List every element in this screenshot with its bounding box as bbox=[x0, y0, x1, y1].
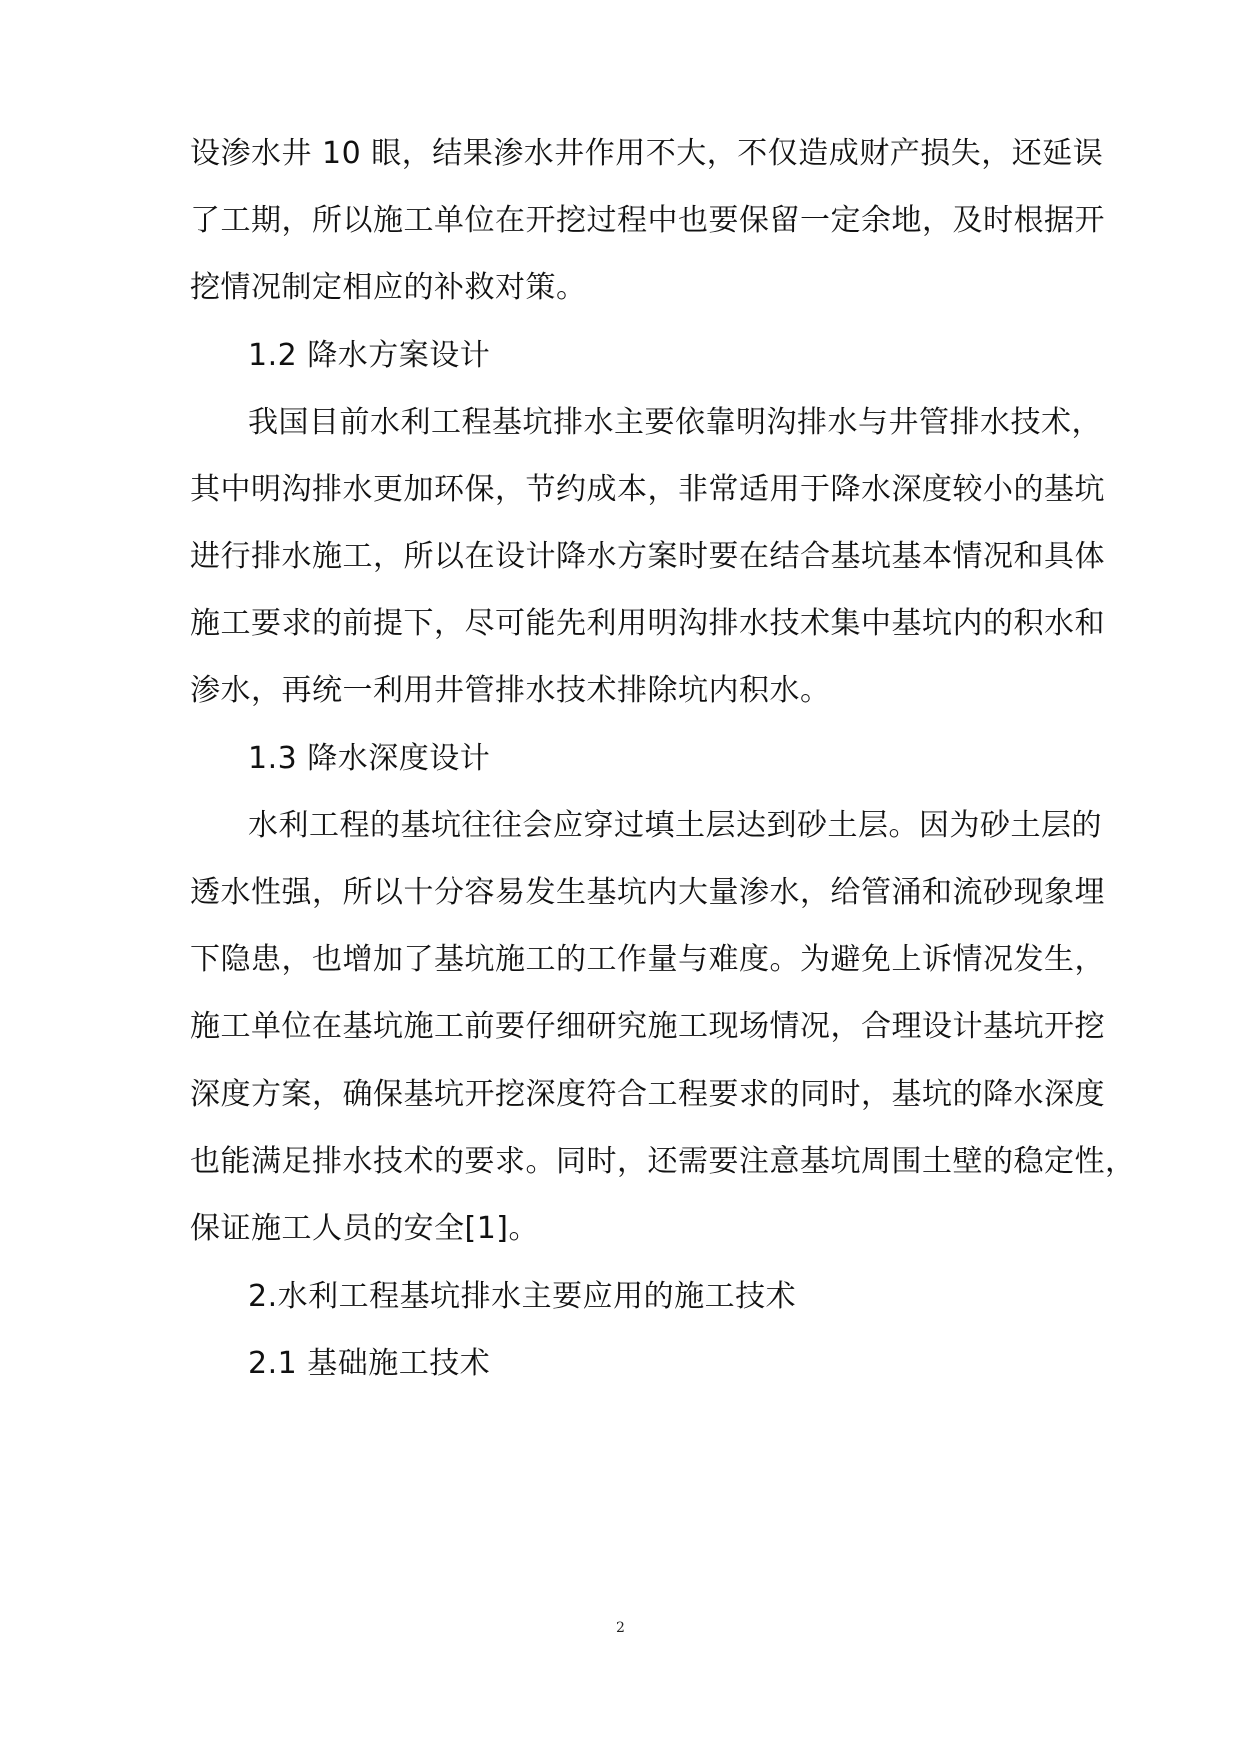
paragraph-line: 挖情况制定相应的补救对策。 bbox=[190, 270, 587, 305]
section-heading: 1.2 降水方案设计 bbox=[248, 338, 491, 373]
paragraph-line: 其中明沟排水更加环保，节约成本，非常适用于降水深度较小的基坑 bbox=[190, 472, 1105, 507]
section-heading: 2.水利工程基坑排水主要应用的施工技术 bbox=[248, 1279, 797, 1314]
paragraph-line: 也能满足排水技术的要求。同时，还需要注意基坑周围土壁的稳定性， bbox=[190, 1144, 1136, 1179]
paragraph-line: 设渗水井 10 眼，结果渗水井作用不大，不仅造成财产损失，还延误 bbox=[190, 136, 1104, 171]
section-heading: 2.1 基础施工技术 bbox=[248, 1346, 491, 1381]
section-heading: 1.3 降水深度设计 bbox=[248, 741, 491, 776]
paragraph-line: 渗水，再统一利用井管排水技术排除坑内积水。 bbox=[190, 673, 831, 708]
paragraph-line: 进行排水施工，所以在设计降水方案时要在结合基坑基本情况和具体 bbox=[190, 539, 1105, 574]
paragraph-line: 深度方案，确保基坑开挖深度符合工程要求的同时，基坑的降水深度 bbox=[190, 1077, 1105, 1112]
paragraph-line: 施工单位在基坑施工前要仔细研究施工现场情况，合理设计基坑开挖 bbox=[190, 1009, 1105, 1044]
paragraph-line: 了工期，所以施工单位在开挖过程中也要保留一定余地，及时根据开 bbox=[190, 203, 1105, 238]
paragraph-line: 透水性强，所以十分容易发生基坑内大量渗水，给管涌和流砂现象埋 bbox=[190, 875, 1105, 910]
paragraph-line: 下隐患，也增加了基坑施工的工作量与难度。为避免上诉情况发生， bbox=[190, 942, 1105, 977]
page-number: 2 bbox=[616, 1620, 625, 1636]
paragraph-line: 我国目前水利工程基坑排水主要依靠明沟排水与井管排水技术， bbox=[248, 405, 1102, 440]
paragraph-line: 水利工程的基坑往往会应穿过填土层达到砂土层。因为砂土层的 bbox=[248, 808, 1102, 843]
paragraph-line: 保证施工人员的安全[1]。 bbox=[190, 1211, 539, 1246]
paragraph-line: 施工要求的前提下，尽可能先利用明沟排水技术集中基坑内的积水和 bbox=[190, 606, 1105, 641]
